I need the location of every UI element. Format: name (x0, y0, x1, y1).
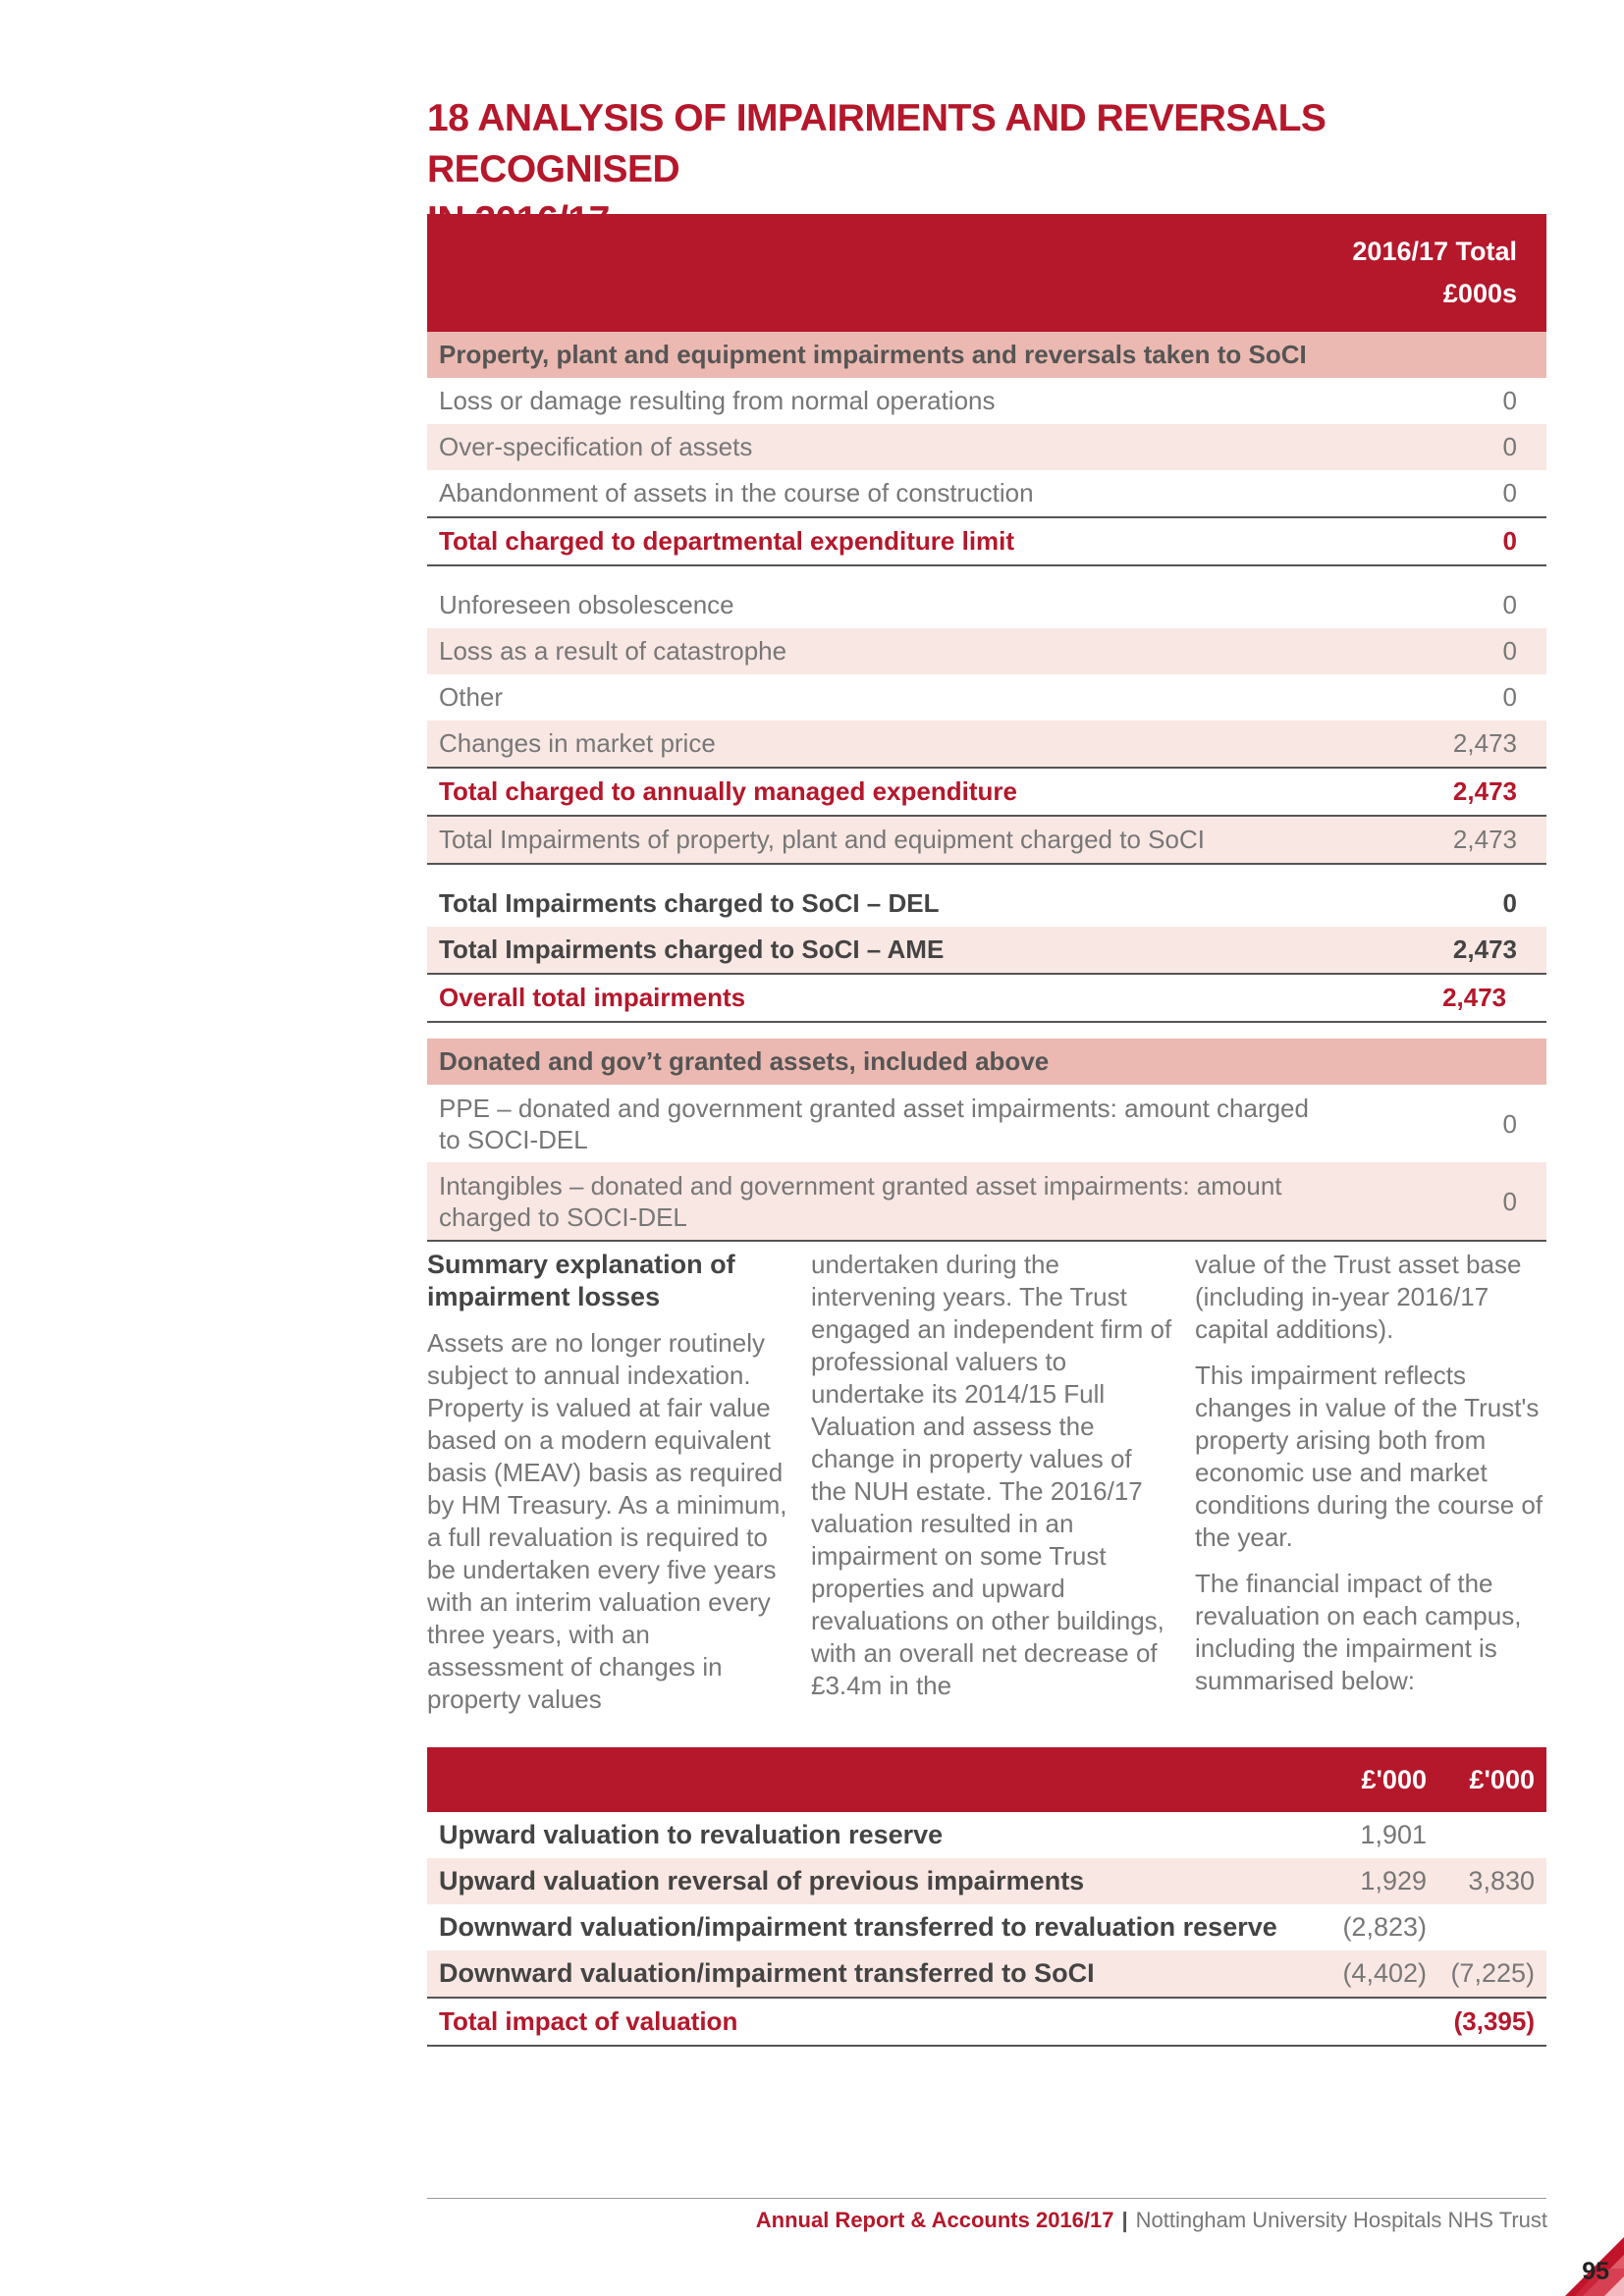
row-label: Total Impairments charged to SoCI – DEL (439, 888, 940, 918)
row-value: 2,473 (1431, 721, 1546, 768)
row-label: Total Impairments of property, plant and equipment charged to SoCI (427, 816, 1431, 864)
row-label: Total charged to annually managed expenditure (427, 768, 1431, 816)
summary-paragraph: undertaken during the intervening years. The Trust engaged an independent firm of professional valuers to undertake its 2014/15 Full Valuation and assess the change in property values of the NUH estate. The 2016/17 valuation resulted in an impairment on some Trust properties and upward revaluations on other buildings, with an overall net decrease of £3.4m in the (811, 1250, 1172, 1700)
row-value-2: (3,395) (1438, 1998, 1546, 2046)
table-row (427, 1858, 1546, 1904)
impairments-table (427, 214, 1546, 1242)
row-value: 0 (1502, 1108, 1517, 1139)
row-label: Overall total impairments (427, 974, 1431, 1022)
table-row (427, 1085, 1546, 1162)
row-label: Upward valuation to revaluation reserve (439, 1820, 944, 1849)
valuation-table (427, 1747, 1546, 2047)
row-value-1: (4,402) (1328, 1950, 1438, 1998)
row-value: 0 (1502, 590, 1517, 619)
row-value: 0 (1502, 386, 1517, 415)
row-label-line1: PPE – donated and government granted asset impairments: amount charged (439, 1093, 1309, 1123)
table-row (427, 424, 1546, 470)
row-label: Total impact of valuation (427, 1998, 1328, 2046)
row-label-line1: Intangibles – donated and government granted asset impairments: amount (439, 1170, 1282, 1201)
column-header-1: £'000 (1328, 1747, 1438, 1812)
row-value-2 (1438, 1812, 1546, 1858)
row-value-2: 3,830 (1438, 1858, 1546, 1904)
row-label-line2: charged to SOCI-DEL (439, 1201, 687, 1232)
summary-paragraph: The financial impact of the revaluation on each campus, including the impairment is summarised below: (1195, 1569, 1522, 1695)
row-value: 2,473 (1431, 816, 1546, 864)
row-value-1 (1328, 1998, 1438, 2046)
table-row (427, 1950, 1546, 1998)
total-row-ame (427, 768, 1546, 816)
footer-organisation: Nottingham University Hospitals NHS Trust (1135, 2208, 1547, 2232)
footer (756, 2206, 1547, 2235)
header-blank (427, 1747, 1328, 1812)
summary-heading-line1: Summary explanation of (427, 1250, 735, 1279)
row-value: 2,473 (1431, 974, 1546, 1022)
table-row (427, 582, 1546, 628)
table-row (427, 674, 1546, 721)
row-value: 0 (1502, 888, 1517, 918)
total-impact-row (427, 1998, 1546, 2046)
row-label (427, 1162, 1431, 1241)
table-row (427, 470, 1546, 517)
summary-column-2 (811, 1249, 1174, 1716)
section-title-line1: 18 ANALYSIS OF IMPAIRMENTS AND REVERSALS RECOGNISED (427, 97, 1326, 190)
overall-total-row (427, 974, 1546, 1022)
row-label: Other (439, 682, 504, 712)
table-row (427, 816, 1546, 864)
row-value: 0 (1431, 1162, 1546, 1241)
row-label-line2: to SOCI-DEL (439, 1124, 588, 1154)
table-row (427, 1162, 1546, 1241)
row-label: Over-specification of assets (427, 424, 1431, 470)
footer-divider (427, 2198, 1546, 2199)
row-label: Loss or damage resulting from normal operations (439, 386, 996, 415)
row-value-1: 1,929 (1328, 1858, 1438, 1904)
summary-column-1 (427, 1249, 790, 1730)
row-label: Abandonment of assets in the course of construction (439, 478, 1034, 507)
row-value: 2,473 (1431, 927, 1546, 974)
row-value-2 (1438, 1904, 1546, 1950)
summary-heading-line2: impairment losses (427, 1282, 661, 1311)
row-label: Total charged to departmental expenditure limit (427, 517, 1431, 565)
table-row (427, 378, 1546, 424)
column-header-2: £'000 (1438, 1747, 1546, 1812)
total-row-del (427, 517, 1546, 565)
row-label (427, 1085, 1431, 1162)
row-label: Upward valuation reversal of previous impairments (427, 1858, 1328, 1904)
row-label: Loss as a result of catastrophe (427, 628, 1431, 674)
row-value-2: (7,225) (1438, 1950, 1546, 1998)
column-header-units: £000s (427, 271, 1546, 332)
table-row (427, 1904, 1546, 1950)
row-label: Unforeseen obsolescence (439, 590, 734, 619)
row-label: Downward valuation/impairment transferred to revaluation reserve (439, 1912, 1277, 1942)
table-row (427, 721, 1546, 768)
section-header-ppe: Property, plant and equipment impairments and reversals taken to SoCI (427, 332, 1546, 378)
table-row (427, 628, 1546, 674)
total-soci-ame-row (427, 927, 1546, 974)
summary-paragraph: Assets are no longer routinely subject to annual indexation. Property is valued at fair value based on a modern equivalent basis (MEAV) basis as required by HM Treasury. As a minimum, a full revaluation is required to be undertaken every five years with an interim valuation every three years, with an assessment of changes in property values (427, 1328, 787, 1714)
row-value: 2,473 (1431, 768, 1546, 816)
row-value: 0 (1431, 628, 1546, 674)
row-value: 0 (1502, 682, 1517, 712)
summary-heading (427, 1249, 790, 1313)
column-header-year: 2016/17 Total (427, 214, 1546, 271)
section-header-donated: Donated and gov’t granted assets, included above (427, 1039, 1546, 1085)
summary-column-3 (1195, 1249, 1553, 1711)
footer-report-title: Annual Report & Accounts 2016/17 (755, 2208, 1114, 2232)
summary-paragraph: value of the Trust asset base (including in-year 2016/17 capital additions). (1195, 1250, 1522, 1344)
total-soci-del-row (427, 881, 1546, 927)
row-label: Changes in market price (427, 721, 1431, 768)
row-value: 0 (1431, 517, 1546, 565)
footer-separator: | (1121, 2208, 1128, 2232)
row-value-1: (2,823) (1342, 1912, 1427, 1942)
row-value: 0 (1431, 424, 1546, 470)
row-label: Downward valuation/impairment transferred to SoCI (427, 1950, 1328, 1998)
row-label: Total Impairments charged to SoCI – AME (427, 927, 1431, 974)
page-number: 95 (1582, 2258, 1609, 2285)
table-row (427, 1812, 1546, 1858)
row-value: 0 (1502, 478, 1517, 507)
row-value-1: 1,901 (1360, 1820, 1427, 1849)
summary-paragraph: This impairment reflects changes in value of the Trust's property arising both from economic use and market conditions during the course of the year. (1195, 1361, 1543, 1552)
